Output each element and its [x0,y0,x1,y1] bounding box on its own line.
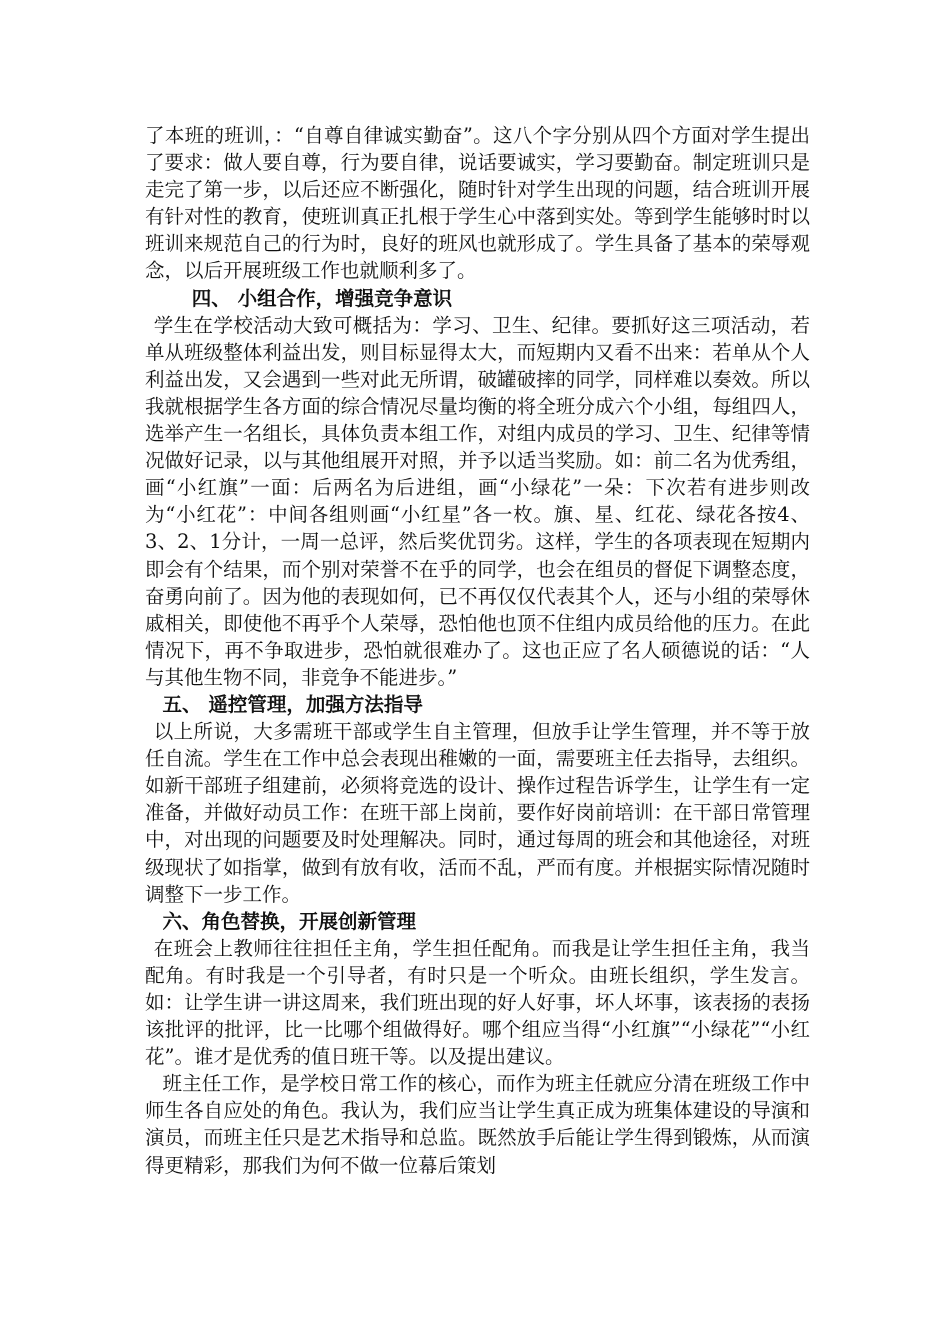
section-5-body: 以上所说，大多需班干部或学生自主管理，但放手让学生管理，并不等于放任自流。学生在工作中总会表现出稚嫩的一面，需要班主任去指导，去组织。如新干部班子组建前，必须将竞选的设计、操作过程告诉学生，让学生有一定准备，并做好动员工作：在班干部上岗前，要作好岗前培训：在干部日常管理中，对出现的问题要及时处理解决。同时，通过每周的班会和其他途径，对班级现状了如指掌，做到有放有收，活而不乱，严而有度。并根据实际情况随时调整下一步工作。 [145,720,810,906]
section-4-heading: 四、 小组合作，增强竞争意识 [191,286,453,310]
section-4-body: 学生在学校活动大致可概括为：学习、卫生、纪律。要抓好这三项活动，若单从班级整体利益出发，则目标显得太大，而短期内又看不出来：若单从个人利益出发，又会遇到一些对此无所谓，破罐破摔的同学，同样难以奏效。所以我就根据学生各方面的综合情况尽量均衡的将全班分成六个小组，每组四人，选举产生一名组长，具体负责本组工作，对组内成员的学习、卫生、纪律等情况做好记录，以与其他组展开对照，并予以适当奖励。如：前二名为优秀组，画“小红旗”一面：后两名为后进组，画“小绿花”一朵：下次若有进步则改为“小红花”：中间各组则画“小红星”各一枚。旗、星、红花、绿花各按4、3、2、1分计，一周一总评，然后奖优罚劣。这样，学生的各项表现在短期内即会有个结果，而个别对荣誉不在乎的同学，也会在组员的督促下调整态度，奋勇向前了。因为他的表现如何，已不再仅仅代表其个人，还与小组的荣辱休戚相关，即使他不再乎个人荣辱，恐怕他也顶不住组内成员给他的压力。在此情况下，再不争取进步，恐怕就很难办了。这也正应了名人硕德说的话：“人与其他生物不同，非竞争不能进步。” [145,313,810,689]
section-6-heading: 六、角色替换，开展创新管理 [162,909,417,933]
closing-paragraph: 班主任工作，是学校日常工作的核心，而作为班主任就应分清在班级工作中师生各自应处的角色。我认为，我们应当让学生真正成为班集体建设的导演和演员，而班主任只是艺术指导和总监。既然放手后能让学生得到锻炼，从而演得更精彩，那我们为何不做一位幕后策划 [145,1072,810,1177]
intro-paragraph: 了本班的班训，：“自尊自律诚实勤奋”。这八个字分别从四个方面对学生提出了要求：做人要自尊，行为要自律，说话要诚实，学习要勤奋。制定班训只是走完了第一步，以后还应不断强化，随时针对学生出现的问题，结合班训开展有针对性的教育，使班训真正扎根于学生心中落到实处。等到学生能够时时以班训来规范自己的行为时，良好的班风也就形成了。学生具备了基本的荣辱观念，以后开展班级工作也就顺利多了。 [145,124,810,283]
section-6-body: 在班会上教师往往担任主角，学生担任配角。而我是让学生担任主角，我当配角。有时我是一个引导者，有时只是一个听众。由班长组织，学生发言。如：让学生讲一讲这周来，我们班出现的好人好事，坏人坏事，该表扬的表扬该批评的批评，比一比哪个组做得好。哪个组应当得“小红旗”“小绿花”“小红花”。谁才是优秀的值日班干等。以及提出建议。 [145,936,810,1069]
document-page [145,122,810,1179]
section-5-heading: 五、 遥控管理，加强方法指导 [162,692,423,716]
